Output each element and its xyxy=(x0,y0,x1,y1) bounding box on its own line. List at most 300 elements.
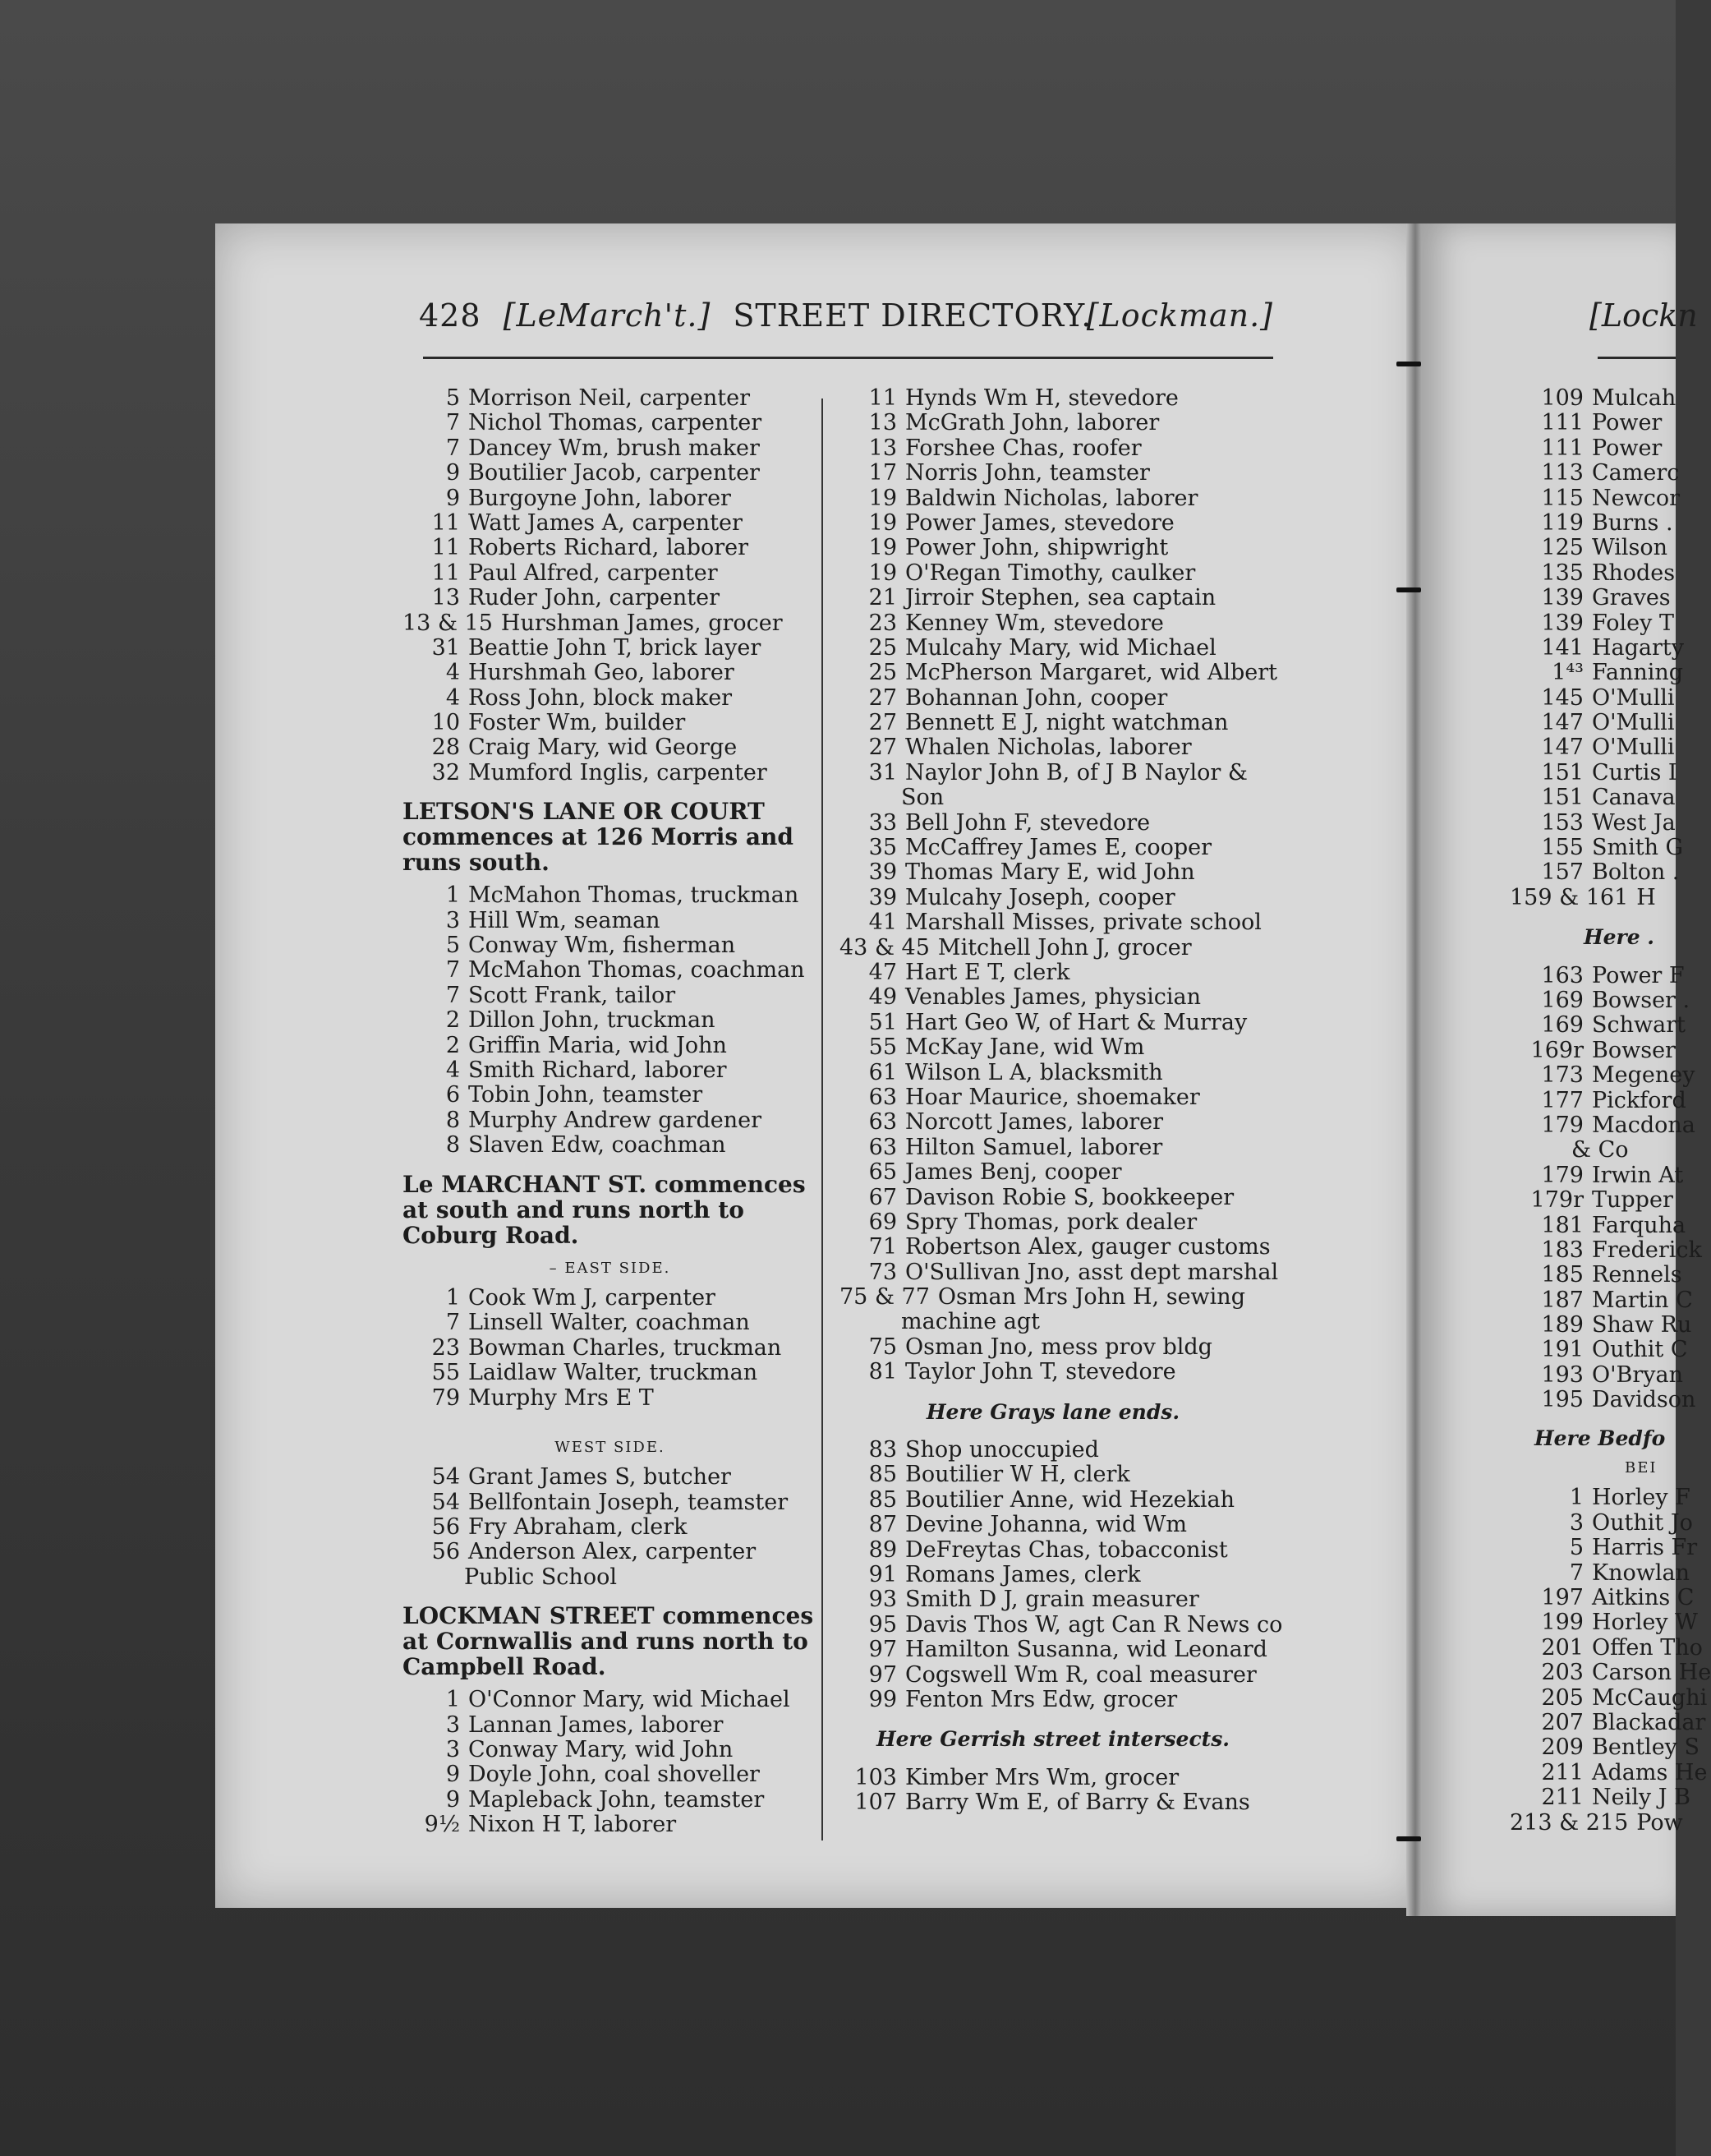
directory-entry xyxy=(839,735,1267,760)
house-number: 28 xyxy=(431,735,460,761)
directory-entry xyxy=(402,611,817,636)
house-number: 113 xyxy=(1541,460,1584,486)
resident-name-occupation: Linsell Walter, coachman xyxy=(468,1310,750,1336)
resident-name-occupation: Bentley S xyxy=(1592,1734,1700,1761)
directory-entry xyxy=(1510,1535,1698,1561)
directory-entry xyxy=(402,511,817,536)
house-number: 63 xyxy=(868,1084,897,1110)
house-number: 139 xyxy=(1541,610,1584,636)
house-number: 187 xyxy=(1541,1287,1584,1313)
resident-name-occupation: Bennett E J, night watchman xyxy=(905,710,1229,736)
resident-name-occupation: Thomas Mary E, wid John xyxy=(905,859,1195,886)
house-number: 103 xyxy=(854,1764,897,1790)
directory-entry xyxy=(402,1713,817,1738)
house-number: 43 & 45 xyxy=(839,934,930,961)
binding-clip-mark xyxy=(1396,362,1421,366)
house-number: 85 xyxy=(868,1486,897,1513)
directory-column-3-partial xyxy=(1510,385,1711,1836)
resident-name-occupation: Knowlan xyxy=(1592,1559,1690,1586)
resident-name-occupation: Power John, shipwright xyxy=(905,535,1169,561)
house-number: 177 xyxy=(1541,1087,1584,1113)
directory-entry xyxy=(839,1438,1267,1463)
house-number: 179 xyxy=(1541,1112,1584,1138)
resident-name-occupation: Irwin At xyxy=(1592,1162,1684,1188)
resident-name-occupation: Dancey Wm, brush maker xyxy=(468,435,760,461)
house-number: 151 xyxy=(1541,759,1584,785)
directory-entry xyxy=(1510,1062,1695,1089)
directory-entry xyxy=(1510,385,1677,411)
resident-name-occupation: Osman Jno, mess prov bldg xyxy=(905,1334,1212,1360)
directory-entry xyxy=(402,1034,817,1058)
directory-entry xyxy=(1510,411,1674,435)
house-number: 201 xyxy=(1541,1634,1584,1661)
directory-entry xyxy=(839,985,1267,1010)
resident-name-occupation: Lannan James, laborer xyxy=(468,1711,724,1738)
house-number: 145 xyxy=(1541,684,1584,711)
next-page-header-rule xyxy=(1598,357,1676,359)
house-number: 179 xyxy=(1541,1162,1584,1188)
directory-entry xyxy=(402,1465,817,1490)
house-number: 54 xyxy=(431,1489,460,1515)
resident-name-occupation: Bowser . xyxy=(1592,988,1690,1013)
directory-entry xyxy=(402,958,817,983)
resident-name-occupation: Offen Tho xyxy=(1592,1634,1703,1661)
resident-name-occupation: Craig Mary, wid George xyxy=(468,735,738,761)
house-number: 35 xyxy=(868,835,897,861)
resident-name-occupation: Norcott James, laborer xyxy=(905,1109,1164,1136)
directory-entry xyxy=(839,1186,1267,1210)
directory-entry xyxy=(839,1360,1267,1384)
house-number: 3 xyxy=(445,907,460,933)
house-number: 61 xyxy=(868,1059,897,1085)
house-number: 147 xyxy=(1541,710,1584,736)
house-number: 97 xyxy=(868,1661,897,1688)
directory-entry xyxy=(839,936,1267,961)
house-number: 197 xyxy=(1541,1585,1584,1611)
directory-entry xyxy=(1510,436,1674,461)
resident-name-occupation: McPherson Margaret, wid Albert xyxy=(905,660,1277,686)
directory-entry xyxy=(402,761,817,785)
resident-name-occupation: Outhit C xyxy=(1592,1337,1688,1363)
directory-entry xyxy=(1510,1039,1674,1063)
directory-entry xyxy=(839,486,1267,511)
resident-name-occupation: Davis Thos W, agt Can R News co xyxy=(905,1611,1283,1638)
directory-entry xyxy=(839,761,1267,785)
house-number: 125 xyxy=(1541,535,1584,561)
resident-name-occupation: Harris Fr xyxy=(1592,1535,1698,1561)
resident-name-occupation: Ross John, block maker xyxy=(468,684,733,711)
resident-name-occupation: Mulcahy Joseph, cooper xyxy=(905,884,1175,910)
house-number: 3 xyxy=(1569,1509,1584,1536)
directory-entry xyxy=(402,386,817,411)
resident-name-occupation: Smith G xyxy=(1592,835,1684,861)
resident-name-occupation: Laidlaw Walter, truckman xyxy=(468,1360,758,1386)
house-number: 1 xyxy=(1569,1485,1584,1511)
directory-entry xyxy=(1510,1759,1708,1785)
directory-entry xyxy=(1510,1785,1690,1811)
directory-entry xyxy=(839,1688,1267,1712)
resident-name-occupation: Mapleback John, teamster xyxy=(468,1786,765,1813)
directory-entry xyxy=(402,1058,817,1083)
house-number: 1 xyxy=(445,882,460,909)
house-number: 33 xyxy=(868,809,897,836)
directory-entry xyxy=(402,1311,817,1335)
house-number: 3 xyxy=(445,1711,460,1738)
resident-name-occupation: Taylor John T, stevedore xyxy=(905,1359,1176,1385)
resident-name-occupation: Doyle John, coal shoveller xyxy=(468,1762,760,1788)
directory-entry xyxy=(1510,1188,1674,1213)
directory-entry xyxy=(839,636,1267,661)
house-number: 199 xyxy=(1541,1610,1584,1636)
directory-entry xyxy=(402,1133,817,1158)
resident-name-occupation: Grant James S, butcher xyxy=(468,1464,731,1490)
house-number: 63 xyxy=(868,1134,897,1160)
resident-name-occupation: Hilton Samuel, laborer xyxy=(905,1134,1163,1160)
resident-name-occupation: Hart E T, clerk xyxy=(905,959,1070,985)
directory-entry xyxy=(1510,536,1674,560)
entry-continuation: Public School xyxy=(464,1564,617,1590)
directory-entry xyxy=(1510,859,1680,886)
house-number: 75 & 77 xyxy=(839,1284,930,1311)
resident-name-occupation: Barry Wm E, of Barry & Evans xyxy=(905,1790,1250,1816)
house-number: 10 xyxy=(431,710,460,736)
street-heading: LETSON'S LANE OR COURT commences at 126 Morris and runs south. xyxy=(402,798,793,877)
resident-name-occupation: Horley F xyxy=(1592,1485,1690,1511)
directory-entry xyxy=(1510,586,1674,610)
house-number: 205 xyxy=(1541,1684,1584,1711)
resident-name-occupation: Power F xyxy=(1592,962,1685,988)
resident-name-occupation: Canava xyxy=(1592,785,1676,811)
house-number: 8 xyxy=(445,1107,460,1133)
house-number: 169r xyxy=(1530,1037,1584,1063)
resident-name-occupation: Paul Alfred, carpenter xyxy=(468,560,718,586)
directory-entry xyxy=(1510,1012,1686,1039)
house-number: 179r xyxy=(1530,1187,1584,1214)
directory-entry xyxy=(1510,759,1677,785)
house-number: 203 xyxy=(1541,1660,1584,1686)
directory-entry xyxy=(1510,988,1690,1013)
directory-entry xyxy=(1510,1087,1686,1113)
resident-name-occupation: Foley T xyxy=(1592,610,1674,636)
resident-name-occupation: Rhodes xyxy=(1592,560,1676,586)
house-number: 63 xyxy=(868,1109,897,1136)
house-number: 54 xyxy=(431,1464,460,1490)
directory-entry xyxy=(839,711,1267,735)
directory-entry xyxy=(402,586,817,610)
directory-entry xyxy=(839,536,1267,560)
resident-name-occupation: Hurshman James, grocer xyxy=(500,610,783,636)
resident-name-occupation: Nixon H T, laborer xyxy=(468,1812,677,1838)
house-number: 93 xyxy=(868,1587,897,1613)
resident-name-occupation: Wilson L A, blacksmith xyxy=(905,1059,1163,1085)
directory-entry xyxy=(839,961,1267,985)
directory-entry xyxy=(1510,634,1685,661)
resident-name-occupation: Mulcah xyxy=(1592,385,1677,411)
resident-name-occupation: McCaughi xyxy=(1592,1684,1708,1711)
intersection-note: Here Bedfo xyxy=(1534,1426,1666,1450)
house-number: 115 xyxy=(1541,485,1584,511)
resident-name-occupation: Rennels xyxy=(1592,1262,1682,1288)
house-number: 111 xyxy=(1541,435,1584,461)
entry-continuation: & Co xyxy=(1571,1137,1629,1163)
resident-name-occupation: Davidson xyxy=(1592,1387,1696,1413)
directory-entry xyxy=(402,461,817,486)
directory-entry xyxy=(839,1790,1267,1815)
directory-entry xyxy=(1510,460,1680,486)
house-number: 191 xyxy=(1541,1337,1584,1363)
resident-name-occupation: Roberts Richard, laborer xyxy=(468,535,749,561)
resident-name-occupation: Macdona xyxy=(1592,1112,1695,1138)
next-page-running-head: [Lockn xyxy=(1589,297,1698,334)
resident-name-occupation: Devine Johanna, wid Wm xyxy=(905,1512,1188,1538)
house-number: 19 xyxy=(868,485,897,511)
resident-name-occupation: Tupper xyxy=(1592,1187,1673,1214)
house-number: 27 xyxy=(868,735,897,761)
resident-name-occupation: O'Connor Mary, wid Michael xyxy=(468,1687,790,1713)
directory-entry xyxy=(1510,660,1684,686)
directory-entry xyxy=(402,561,817,586)
resident-name-occupation: Forshee Chas, roofer xyxy=(905,435,1142,461)
directory-entry xyxy=(1510,1337,1688,1363)
resident-name-occupation: Blackadar xyxy=(1592,1709,1706,1735)
directory-entry xyxy=(402,1386,817,1411)
page-title: STREET DIRECTORY. xyxy=(733,297,1092,334)
intersection-note: Here Gerrish street intersects. xyxy=(876,1727,1230,1752)
house-number: 81 xyxy=(868,1359,897,1385)
directory-entry xyxy=(839,461,1267,486)
directory-entry xyxy=(1510,611,1674,636)
resident-name-occupation: Carson He xyxy=(1592,1660,1711,1686)
resident-name-occupation: Mitchell John J, grocer xyxy=(937,934,1192,961)
directory-entry xyxy=(839,1160,1267,1185)
resident-name-occupation: Watt James A, carpenter xyxy=(468,509,743,536)
house-number: 39 xyxy=(868,859,897,886)
house-number: 7 xyxy=(445,957,460,984)
house-number: 5 xyxy=(1569,1535,1584,1561)
house-number: 73 xyxy=(868,1259,897,1285)
resident-name-occupation: Davison Robie S, bookkeeper xyxy=(905,1184,1235,1210)
resident-name-occupation: Smith D J, grain measurer xyxy=(905,1587,1199,1613)
resident-name-occupation: Hurshmah Geo, laborer xyxy=(468,660,734,686)
house-number: 119 xyxy=(1541,509,1584,536)
directory-entry xyxy=(1510,686,1674,711)
resident-name-occupation: Burns . xyxy=(1592,509,1673,536)
resident-name-occupation: Tobin John, teamster xyxy=(468,1082,703,1108)
resident-name-occupation: Cook Wm J, carpenter xyxy=(468,1284,715,1311)
resident-name-occupation: Schwart xyxy=(1592,1012,1686,1039)
directory-entry xyxy=(1510,1709,1706,1735)
directory-entry xyxy=(839,1766,1267,1790)
house-number: 1 xyxy=(445,1284,460,1311)
directory-entry xyxy=(839,1210,1267,1235)
directory-entry xyxy=(402,411,817,435)
resident-name-occupation: Anderson Alex, carpenter xyxy=(468,1539,757,1565)
resident-name-occupation: DeFreytas Chas, tobacconist xyxy=(905,1536,1228,1563)
directory-entry xyxy=(839,1061,1267,1085)
house-number: 19 xyxy=(868,535,897,561)
directory-entry xyxy=(1510,886,1674,910)
house-number: 7 xyxy=(445,435,460,461)
directory-entry xyxy=(839,836,1267,860)
directory-entry xyxy=(839,1085,1267,1110)
directory-entry xyxy=(402,984,817,1008)
house-number: 11 xyxy=(431,535,460,561)
house-number: 23 xyxy=(431,1334,460,1361)
directory-entry xyxy=(839,1110,1267,1135)
directory-entry xyxy=(839,1011,1267,1035)
house-number: 7 xyxy=(445,982,460,1008)
house-number: 9 xyxy=(445,1762,460,1788)
directory-entry xyxy=(839,611,1267,636)
directory-entry xyxy=(1510,735,1674,760)
house-number: 213 & 215 xyxy=(1510,1809,1629,1836)
resident-name-occupation: O'Sullivan Jno, asst dept marshal xyxy=(905,1259,1279,1285)
spacer xyxy=(402,1411,817,1427)
house-number: 11 xyxy=(431,560,460,586)
house-number: 69 xyxy=(868,1209,897,1235)
house-number: 5 xyxy=(445,385,460,411)
resident-name-occupation: Dillon John, truckman xyxy=(468,1007,715,1034)
directory-entry xyxy=(839,1611,1283,1638)
resident-name-occupation: Foster Wm, builder xyxy=(468,710,686,736)
house-number: 157 xyxy=(1541,859,1584,886)
intersection-note: Here Grays lane ends. xyxy=(926,1399,1180,1424)
resident-name-occupation: Aitkins C xyxy=(1592,1585,1695,1611)
resident-name-occupation: Pow xyxy=(1636,1809,1683,1836)
directory-entry xyxy=(839,1663,1267,1688)
house-number: 31 xyxy=(431,634,460,661)
house-number: 139 xyxy=(1541,585,1584,611)
directory-entry xyxy=(839,1234,1271,1260)
house-number: 183 xyxy=(1541,1237,1584,1263)
resident-name-occupation: Mumford Inglis, carpenter xyxy=(468,759,767,785)
house-number: 111 xyxy=(1541,410,1584,436)
directory-entry xyxy=(839,1335,1267,1360)
directory-entry xyxy=(839,1259,1279,1285)
directory-entry xyxy=(839,1513,1267,1537)
house-number: 47 xyxy=(868,959,897,985)
house-number: 51 xyxy=(868,1009,897,1035)
house-number: 56 xyxy=(431,1539,460,1565)
resident-name-occupation: Boutilier Jacob, carpenter xyxy=(468,460,760,486)
resident-name-occupation: Naylor John B, of J B Naylor & xyxy=(905,759,1248,785)
header-rule xyxy=(423,357,1273,359)
directory-entry xyxy=(402,1813,817,1837)
directory-column-1 xyxy=(402,386,817,1838)
resident-name-occupation: Hynds Wm H, stevedore xyxy=(905,385,1179,411)
resident-name-occupation: H xyxy=(1636,884,1656,910)
directory-entry xyxy=(839,436,1267,461)
house-number: 95 xyxy=(868,1611,897,1638)
directory-entry xyxy=(1510,711,1674,735)
house-number: 32 xyxy=(431,759,460,785)
directory-entry xyxy=(839,1463,1267,1487)
house-number: 209 xyxy=(1541,1734,1584,1761)
street-side-label: WEST SIDE. xyxy=(554,1438,665,1456)
resident-name-occupation: O'Regan Timothy, caulker xyxy=(905,560,1196,586)
house-number: 75 xyxy=(868,1334,897,1360)
resident-name-occupation: Power James, stevedore xyxy=(905,509,1175,536)
directory-entry xyxy=(1510,1112,1695,1138)
directory-entry xyxy=(1510,835,1684,861)
street-heading: LOCKMAN STREET commences at Cornwallis and runs north to Campbell Road. xyxy=(402,1602,814,1681)
resident-name-occupation: Beattie John T, brick layer xyxy=(468,634,761,661)
entry-continuation: machine agt xyxy=(901,1309,1041,1335)
directory-entry xyxy=(839,1035,1267,1060)
directory-entry xyxy=(402,1361,817,1385)
house-number: 7 xyxy=(1569,1559,1584,1586)
house-number: 8 xyxy=(445,1132,460,1159)
directory-entry xyxy=(1510,1312,1692,1338)
directory-entry xyxy=(1510,1162,1684,1188)
left-running-head: [LeMarch't.] xyxy=(503,297,711,334)
directory-entry xyxy=(1510,1585,1695,1611)
house-number: 49 xyxy=(868,984,897,1011)
directory-entry xyxy=(1510,785,1674,810)
house-number: 109 xyxy=(1541,385,1584,411)
house-number: 207 xyxy=(1541,1709,1584,1735)
house-number: 97 xyxy=(868,1637,897,1663)
directory-entry xyxy=(1510,1660,1711,1686)
resident-name-occupation: Hill Wm, seaman xyxy=(468,907,660,933)
directory-entry xyxy=(1510,561,1674,586)
resident-name-occupation: Murphy Andrew gardener xyxy=(468,1107,762,1133)
resident-name-occupation: Neily J B xyxy=(1592,1785,1690,1811)
house-number: 17 xyxy=(868,460,897,486)
house-number: 151 xyxy=(1541,785,1584,811)
house-number: 4 xyxy=(445,1057,460,1083)
house-number: 13 xyxy=(431,585,460,611)
directory-entry xyxy=(1510,485,1680,511)
directory-entry xyxy=(1510,1361,1684,1388)
house-number: 169 xyxy=(1541,988,1584,1013)
directory-entry xyxy=(839,1587,1267,1612)
directory-entry xyxy=(402,636,817,661)
resident-name-occupation: Wilson xyxy=(1592,535,1668,561)
resident-name-occupation: Adams He xyxy=(1592,1759,1708,1785)
page-number: 428 xyxy=(419,297,481,334)
directory-entry xyxy=(839,511,1267,536)
directory-entry xyxy=(1510,511,1674,536)
house-number: 25 xyxy=(868,660,897,686)
directory-entry xyxy=(402,536,817,560)
house-number: 91 xyxy=(868,1561,897,1587)
intersection-note: Here . xyxy=(1584,925,1655,950)
resident-name-occupation: Megeney xyxy=(1592,1062,1695,1089)
resident-name-occupation: Fenton Mrs Edw, grocer xyxy=(905,1686,1178,1712)
street-side-label: BEI xyxy=(1625,1459,1658,1477)
resident-name-occupation: Graves xyxy=(1592,585,1671,611)
house-number: 65 xyxy=(868,1159,897,1186)
house-number: 185 xyxy=(1541,1262,1584,1288)
directory-entry xyxy=(1510,1485,1690,1511)
resident-name-occupation: Venables James, physician xyxy=(905,984,1202,1011)
house-number: 173 xyxy=(1541,1062,1584,1089)
house-number: 135 xyxy=(1541,560,1584,586)
page-header xyxy=(419,297,1273,334)
resident-name-occupation: Bowman Charles, truckman xyxy=(468,1334,782,1361)
resident-name-occupation: Norris John, teamster xyxy=(905,460,1150,486)
house-number: 159 & 161 xyxy=(1510,884,1629,910)
street-heading: Le MARCHANT ST. commences at south and runs north to Coburg Road. xyxy=(402,1170,806,1249)
resident-name-occupation: Hoar Maurice, shoemaker xyxy=(905,1084,1200,1110)
house-number: 7 xyxy=(445,410,460,436)
house-number: 55 xyxy=(431,1360,460,1386)
directory-entry xyxy=(1510,1559,1690,1586)
resident-name-occupation: O'Mulli xyxy=(1592,735,1675,761)
house-number: 163 xyxy=(1541,962,1584,988)
house-number: 83 xyxy=(868,1437,897,1463)
